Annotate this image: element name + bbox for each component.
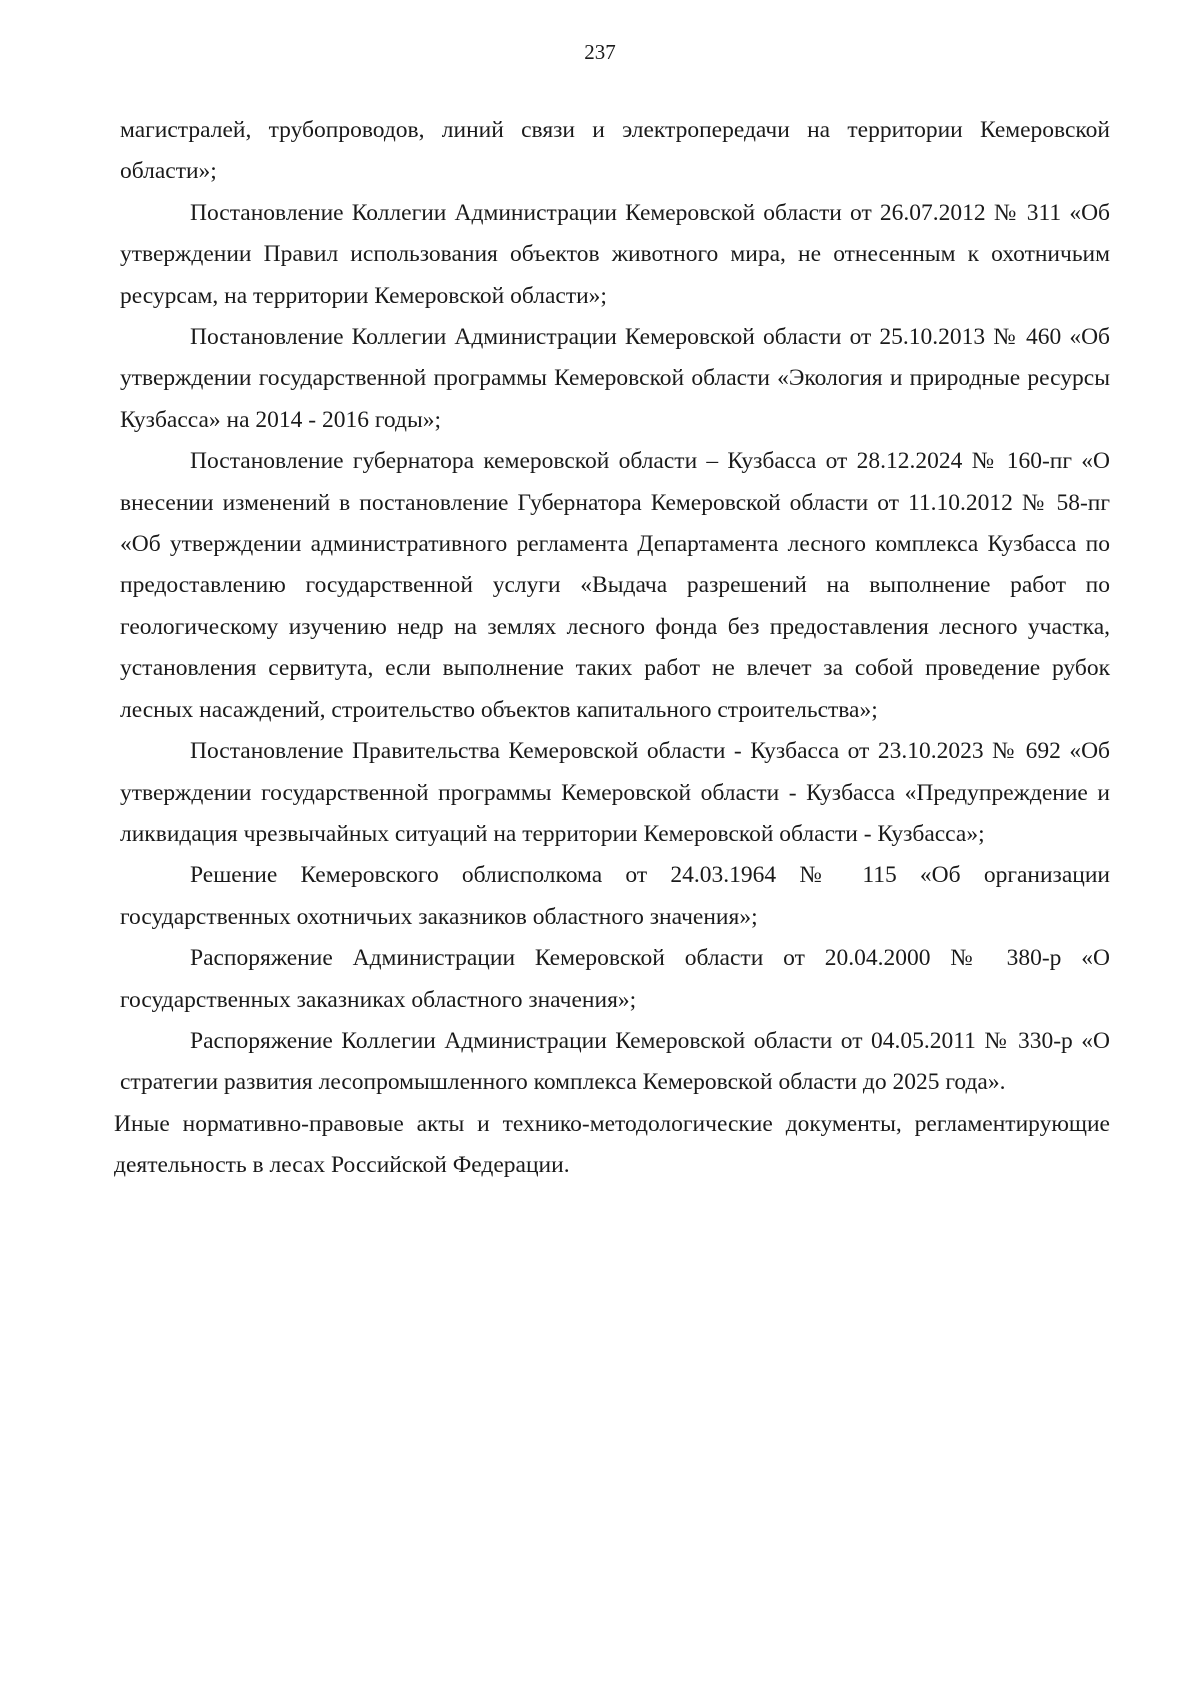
paragraph-other-acts: Иные нормативно-правовые акты и технико-методологические документы, регламентирующие деятельность в лесах Российской Федерации. xyxy=(114,1110,1110,1179)
paragraph-resolution-311: Постановление Коллегии Администрации Кемеровской области от 26.07.2012 № 311 «Об утверждении Правил использования объектов животного мира, не отнесенным к охотничьим ресурсам, на территории Кемеровской области»; xyxy=(120,199,1110,309)
paragraph-continuation: магистралей, трубопроводов, линий связи и электропередачи на территории Кемеровской области»; xyxy=(120,117,1110,185)
paragraph-resolution-160-pg: Постановление губернатора кемеровской области – Кузбасса от 28.12.2024 № 160-пг «О внесении изменений в постановление Губернатора Кемеровской области от 11.10.2012 № 58-пг «Об утверждении административного регламента Департамента лесного комплекса Кузбасса по предоставлению государственной услуги «Выдача разрешений на выполнение работ по геологическому изучению недр на землях лесного фонда без предоставления лесного участка, установления сервитута, если выполнение таких работ не влечет за собой проведение рубок лесных насаждений, строительство объектов капитального строительства»; xyxy=(120,448,1110,723)
page-number: 237 xyxy=(584,40,616,64)
paragraph-resolution-460: Постановление Коллегии Администрации Кемеровской области от 25.10.2013 № 460 «Об утверждении государственной программы Кемеровской области «Экология и природные ресурсы Кузбасса» на 2014 - 2016 годы»; xyxy=(120,324,1110,433)
paragraph-order-330-r: Распоряжение Коллегии Администрации Кемеровской области от 04.05.2011 № 330-р «О стратегии развития лесопромышленного комплекса Кемеровской области до 2025 года». xyxy=(120,1027,1110,1096)
paragraph-resolution-692: Постановление Правительства Кемеровской области - Кузбасса от 23.10.2023 № 692 «Об утверждении государственной программы Кемеровской области - Кузбасса «Предупреждение и ликвидация чрезвычайных ситуаций на территории Кемеровской области - Кузбасса»; xyxy=(120,738,1110,847)
document-body xyxy=(114,110,1110,1187)
paragraph-order-380-r: Распоряжение Администрации Кемеровской области от 20.04.2000 № 380-р «О государственных заказниках областного значения»; xyxy=(120,945,1110,1013)
paragraph-decision-115: Решение Кемеровского облисполкома от 24.03.1964 № 115 «Об организации государственных охотничьих заказников областного значения»; xyxy=(120,862,1110,930)
